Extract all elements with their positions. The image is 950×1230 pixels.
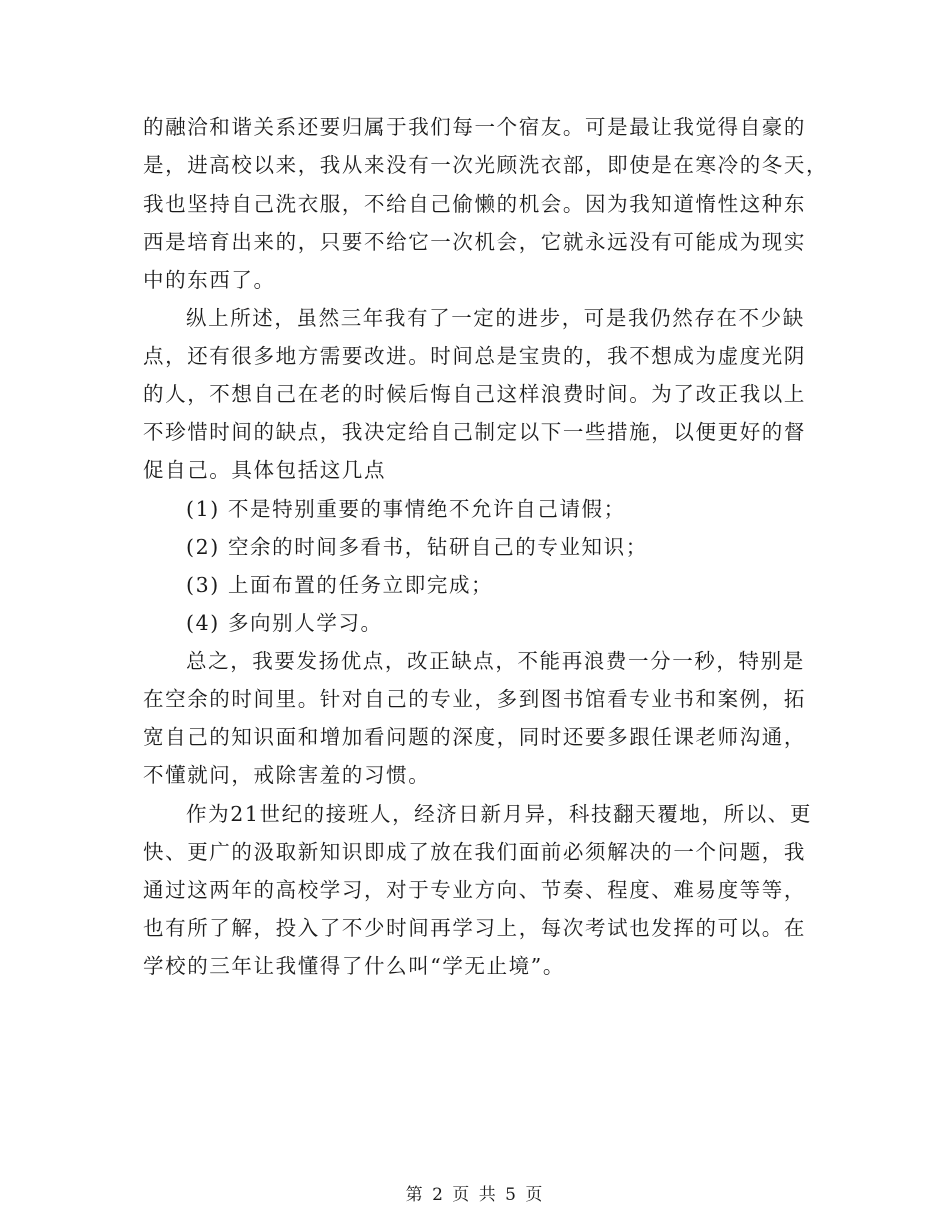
paragraph-4-line-4: 也有所了解，投入了不少时间再学习上，每次考试也发挥的可以。在 (143, 916, 806, 940)
paragraph-3-line-4: 不懂就问，戒除害羞的习惯。 (143, 763, 431, 787)
list-item-2: (2) 空余的时间多看书，钻研自己的专业知识； (186, 535, 648, 559)
list-item-3: (3) 上面布置的任务立即完成； (186, 573, 494, 597)
paragraph-3-line-1: 总之，我要发扬优点，改正缺点，不能再浪费一分一秒，特别是 (186, 649, 805, 673)
paragraph-2-line-1: 纵上所述，虽然三年我有了一定的进步，可是我仍然存在不少缺 (186, 306, 805, 330)
paragraph-4-line-1: 作为21世纪的接班人，经济日新月异，科技翻天覆地，所以、更 (186, 802, 812, 826)
list-item-1: (1) 不是特别重要的事情绝不允许自己请假； (186, 497, 626, 521)
paragraph-4-line-3: 通过这两年的高校学习，对于专业方向、节奏、程度、难易度等等， (143, 878, 806, 902)
paragraph-4-line-2: 快、更广的汲取新知识即成了放在我们面前必须解决的一个问题，我 (143, 840, 806, 864)
paragraph-1-line-3: 我也坚持自己洗衣服，不给自己偷懒的机会。因为我知道惰性这种东 (143, 192, 806, 216)
paragraph-1-line-4: 西是培育出来的，只要不给它一次机会，它就永远没有可能成为现实 (143, 230, 806, 254)
page-number-footer: 第 2 页 共 5 页 (405, 1185, 545, 1205)
paragraph-2-line-4: 不珍惜时间的缺点，我决定给自己制定以下一些措施，以便更好的督 (143, 420, 806, 444)
paragraph-2-line-5: 促自己。具体包括这几点 (143, 458, 387, 482)
paragraph-1-line-1: 的融洽和谐关系还要归属于我们每一个宿友。可是最让我觉得自豪的 (143, 115, 806, 139)
paragraph-4-line-5: 学校的三年让我懂得了什么叫“学无止境”。 (143, 954, 565, 978)
paragraph-1-line-2: 是，进高校以来，我从来没有一次光顾洗衣部，即使是在寒冷的冬天， (143, 153, 829, 177)
paragraph-3-line-2: 在空余的时间里。针对自己的专业，多到图书馆看专业书和案例，拓 (143, 687, 806, 711)
paragraph-3-line-3: 宽自己的知识面和增加看问题的深度，同时还要多跟任课老师沟通， (143, 725, 806, 749)
paragraph-2-line-2: 点，还有很多地方需要改进。时间总是宝贵的，我不想成为虚度光阴 (143, 344, 806, 368)
paragraph-1-line-5: 中的东西了。 (143, 268, 276, 292)
list-item-4: (4) 多向别人学习。 (186, 611, 383, 635)
paragraph-2-line-3: 的人，不想自己在老的时候后悔自己这样浪费时间。为了改正我以上 (143, 382, 806, 406)
